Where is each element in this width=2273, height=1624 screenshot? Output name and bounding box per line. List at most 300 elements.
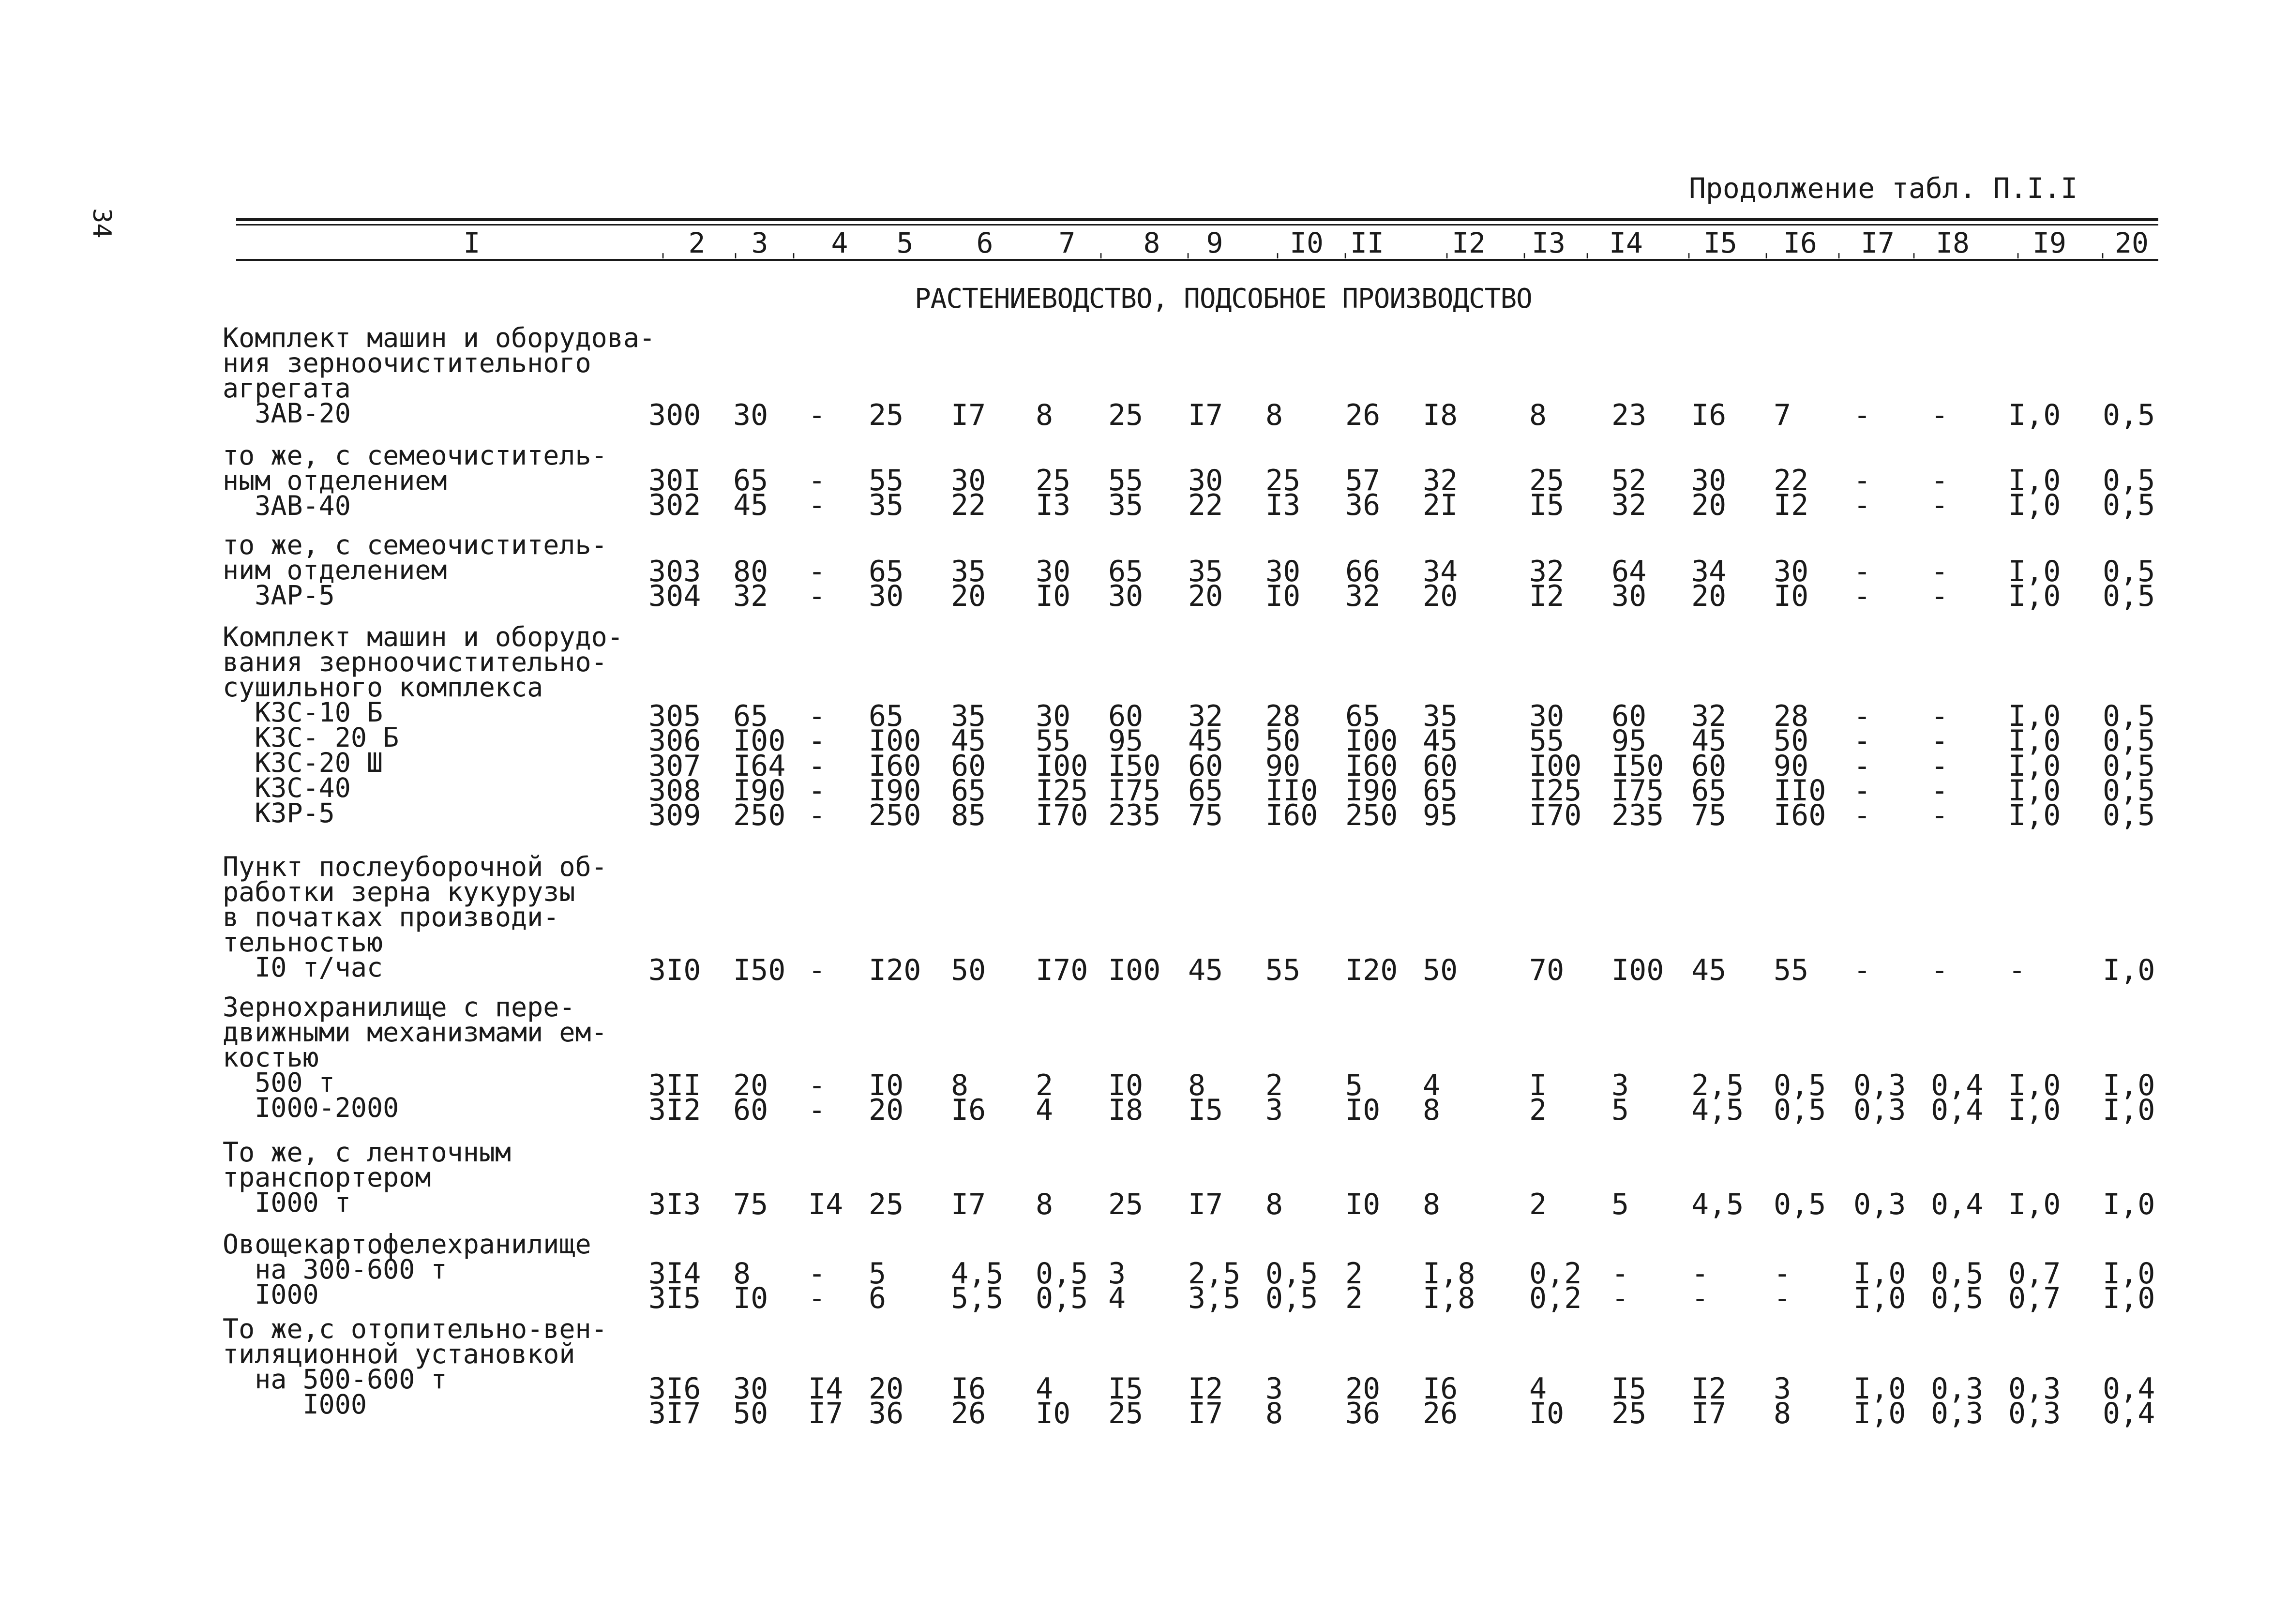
table-cell: - — [808, 798, 826, 832]
table-cell: I7 — [1188, 398, 1223, 432]
table-cell: 0,5 — [1265, 1281, 1318, 1315]
table-cell: 65 — [869, 555, 904, 588]
table-cell: I0 — [1265, 579, 1301, 613]
table-cell: 64 — [1611, 555, 1647, 588]
table-cell: I,0 — [2008, 699, 2061, 733]
table-cell: I70 — [1036, 798, 1088, 832]
table-cell: 28 — [1265, 699, 1301, 733]
table-cell: 6 — [869, 1281, 887, 1315]
table-cell: I75 — [1108, 774, 1161, 808]
row-group-label: Комплект машин и оборудо- вания зерноочистительно- сушильного комплекса КЗС-10 Б КЗС- 20 Б КЗС-20 Ш КЗС-40 КЗР-5 — [223, 621, 623, 828]
table-cell: 0,5 — [2103, 724, 2155, 758]
table-cell: 36 — [869, 1397, 904, 1430]
table-cell: 0,3 — [1931, 1372, 1984, 1406]
table-cell: 0,3 — [1853, 1188, 1906, 1221]
table-cell: 0,5 — [1931, 1281, 1984, 1315]
table-cell: 22 — [1774, 464, 1809, 497]
table-cell: II0 — [1265, 774, 1318, 808]
row-group-label: то же, с семеочиститель- ным отделением ЗАВ-40 — [223, 440, 607, 521]
table-cell: 2 — [1345, 1257, 1363, 1291]
table-cell: 30 — [1529, 699, 1565, 733]
table-cell: I,0 — [2103, 1188, 2155, 1221]
table-cell: 80 — [733, 555, 768, 588]
table-cell: I3 — [1265, 488, 1301, 522]
section-title: РАСТЕНИЕВОДСТВО, ПОДСОБНОЕ ПРОИЗВОДСТВО — [915, 283, 1532, 315]
table-cell: 50 — [1265, 724, 1301, 758]
table-cell: - — [2008, 953, 2026, 987]
table-cell: I,8 — [1423, 1257, 1475, 1291]
table-cell: I0 — [1345, 1188, 1381, 1221]
table-cell: - — [1853, 398, 1871, 432]
table-cell: 4 — [1036, 1093, 1054, 1127]
column-header-13: I3 — [1532, 226, 1566, 259]
table-cell: 8 — [733, 1257, 751, 1291]
table-cell: 2,5 — [1691, 1068, 1744, 1102]
table-cell: I75 — [1611, 774, 1664, 808]
table-cell: 3II — [648, 1068, 701, 1102]
table-cell: 32 — [1691, 699, 1727, 733]
table-cell: I,0 — [2008, 774, 2061, 808]
table-cell: I6 — [1423, 1372, 1458, 1406]
column-header-1: I — [463, 226, 481, 259]
page-number: 34 — [87, 208, 116, 239]
table-cell: 0,4 — [1931, 1068, 1984, 1102]
table-cell: 0,7 — [2008, 1257, 2061, 1291]
table-cell: 306 — [648, 724, 701, 758]
column-header-17: I7 — [1861, 226, 1895, 259]
table-cell: I,0 — [2008, 724, 2061, 758]
table-cell: 0,5 — [1774, 1188, 1826, 1221]
table-cell: 5 — [1611, 1188, 1629, 1221]
table-row — [0, 798, 2273, 832]
table-cell: I2 — [1529, 579, 1565, 613]
table-cell: 3I5 — [648, 1281, 701, 1315]
column-separator: ˌ — [729, 238, 742, 260]
table-cell: I3 — [1036, 488, 1071, 522]
table-cell: 250 — [869, 798, 921, 832]
table-cell: 3 — [1265, 1093, 1283, 1127]
table-cell: I25 — [1529, 774, 1582, 808]
table-cell: 23 — [1611, 398, 1647, 432]
table-cell: I90 — [733, 774, 786, 808]
column-header-6: 6 — [976, 226, 993, 259]
table-cell: - — [808, 488, 826, 522]
table-cell: 2I — [1423, 488, 1458, 522]
table-cell: 45 — [951, 724, 986, 758]
table-row — [0, 579, 2273, 613]
table-cell: 8 — [1036, 398, 1054, 432]
table-cell: I00 — [1108, 953, 1161, 987]
column-separator: ˌ — [1518, 238, 1531, 260]
table-cell: 32 — [733, 579, 768, 613]
column-separator: ˌ — [1833, 238, 1845, 260]
table-cell: I,0 — [2008, 398, 2061, 432]
table-cell: I7 — [808, 1397, 843, 1430]
table-cell: I2 — [1774, 488, 1809, 522]
table-cell: 95 — [1108, 724, 1144, 758]
table-cell: 30 — [1691, 464, 1727, 497]
table-cell: 65 — [1345, 699, 1381, 733]
table-cell: 305 — [648, 699, 701, 733]
table-cell: I0 — [1108, 1068, 1144, 1102]
table-cell: 45 — [1423, 724, 1458, 758]
table-row — [0, 488, 2273, 522]
table-cell: 0,4 — [1931, 1093, 1984, 1127]
column-header-18: I8 — [1936, 226, 1970, 259]
table-cell: 0,4 — [1931, 1188, 1984, 1221]
table-cell: I0 — [1345, 1093, 1381, 1127]
table-cell: I6 — [951, 1372, 986, 1406]
table-row — [0, 1188, 2273, 1221]
table-cell: 20 — [869, 1372, 904, 1406]
table-cell: - — [1853, 579, 1871, 613]
table-cell: I6 — [1691, 398, 1727, 432]
table-cell: 5 — [1345, 1068, 1363, 1102]
table-cell: 35 — [951, 699, 986, 733]
table-cell: 7 — [1774, 398, 1791, 432]
table-cell: 308 — [648, 774, 701, 808]
table-cell: - — [808, 1257, 826, 1291]
table-cell: 57 — [1345, 464, 1381, 497]
column-separator: ˌ — [2096, 238, 2109, 260]
table-cell: 50 — [951, 953, 986, 987]
table-cell: - — [808, 555, 826, 588]
table-cell: 28 — [1774, 699, 1809, 733]
column-separator: ˌ — [657, 238, 669, 260]
table-cell: 0,3 — [1853, 1068, 1906, 1102]
table-cell: 65 — [1423, 774, 1458, 808]
column-header-19: I9 — [2032, 226, 2066, 259]
table-cell: 45 — [1691, 953, 1727, 987]
table-cell: 50 — [733, 1397, 768, 1430]
table-cell: 20 — [1691, 579, 1727, 613]
table-cell: 250 — [1345, 798, 1398, 832]
table-cell: 26 — [1345, 398, 1381, 432]
table-cell: 0,5 — [1265, 1257, 1318, 1291]
table-cell: 4 — [1036, 1372, 1054, 1406]
column-header-10: I0 — [1290, 226, 1324, 259]
table-cell: 2,5 — [1188, 1257, 1241, 1291]
table-cell: 60 — [733, 1093, 768, 1127]
table-cell: I00 — [733, 724, 786, 758]
table-cell: - — [1931, 798, 1949, 832]
table-cell: 25 — [1611, 1397, 1647, 1430]
table-cell: - — [1931, 579, 1949, 613]
table-cell: 55 — [1529, 724, 1565, 758]
table-cell: 30 — [1265, 555, 1301, 588]
table-cell: I00 — [1345, 724, 1398, 758]
table-cell: II0 — [1774, 774, 1826, 808]
table-cell: 25 — [1108, 1397, 1144, 1430]
table-cell: 20 — [1188, 579, 1223, 613]
column-separator: ˌ — [1683, 238, 1695, 260]
table-cell: 20 — [1345, 1372, 1381, 1406]
table-cell: - — [1691, 1257, 1709, 1291]
table-row — [0, 1281, 2273, 1315]
table-cell: 30 — [869, 579, 904, 613]
table-row — [0, 1397, 2273, 1430]
table-cell: 60 — [951, 749, 986, 783]
table-cell: 8 — [1423, 1188, 1441, 1221]
table-cell: - — [808, 579, 826, 613]
table-cell: 45 — [1691, 724, 1727, 758]
table-cell: 235 — [1611, 798, 1664, 832]
table-cell: I,0 — [1853, 1397, 1906, 1430]
table-cell: 25 — [1036, 464, 1071, 497]
table-cell: 70 — [1529, 953, 1565, 987]
table-cell: - — [1853, 464, 1871, 497]
table-cell: 0,5 — [2103, 555, 2155, 588]
table-cell: I64 — [733, 749, 786, 783]
column-header-11: II — [1350, 226, 1384, 259]
table-cell: 250 — [733, 798, 786, 832]
table-cell: 25 — [869, 398, 904, 432]
table-cell: I,0 — [2103, 1093, 2155, 1127]
table-row — [0, 1093, 2273, 1127]
table-cell: 3 — [1265, 1372, 1283, 1406]
table-cell: I,0 — [2008, 464, 2061, 497]
table-cell: - — [1611, 1281, 1629, 1315]
table-cell: 2 — [1265, 1068, 1283, 1102]
table-cell: - — [1774, 1257, 1791, 1291]
table-cell: I,0 — [2103, 1281, 2155, 1315]
table-cell: 35 — [1188, 555, 1223, 588]
table-cell: 35 — [1108, 488, 1144, 522]
table-cell: 75 — [1691, 798, 1727, 832]
table-cell: 60 — [1423, 749, 1458, 783]
column-separator: ˌ — [1095, 238, 1107, 260]
table-cell: 3,5 — [1188, 1281, 1241, 1315]
table-cell: 0,5 — [2103, 798, 2155, 832]
table-cell: I60 — [1774, 798, 1826, 832]
table-cell: 0,3 — [1853, 1093, 1906, 1127]
table-cell: - — [1853, 488, 1871, 522]
column-separator: ˌ — [1339, 238, 1352, 260]
table-cell: I,8 — [1423, 1281, 1475, 1315]
table-cell: 0,5 — [2103, 398, 2155, 432]
table-cell: I,0 — [2103, 953, 2155, 987]
table-cell: 45 — [1188, 724, 1223, 758]
table-cell: 65 — [951, 774, 986, 808]
table-cell: - — [808, 464, 826, 497]
column-separator: ˌ — [787, 238, 800, 260]
table-cell: 30 — [1611, 579, 1647, 613]
table-cell: 3 — [1774, 1372, 1791, 1406]
table-cell: 3I6 — [648, 1372, 701, 1406]
table-cell: 20 — [951, 579, 986, 613]
table-cell: 0,3 — [1931, 1397, 1984, 1430]
table-cell: I70 — [1529, 798, 1582, 832]
header-top-rule-thin — [236, 224, 2158, 226]
table-cell: - — [1774, 1281, 1791, 1315]
column-header-14: I4 — [1609, 226, 1643, 259]
row-group-label: то же, с семеочиститель- ним отделением ЗАР-5 — [223, 529, 607, 611]
table-cell: 34 — [1423, 555, 1458, 588]
table-cell: 25 — [1529, 464, 1565, 497]
table-cell: 55 — [1036, 724, 1071, 758]
table-cell: - — [808, 699, 826, 733]
table-cell: 3I3 — [648, 1188, 701, 1221]
table-cell: 0,5 — [1931, 1257, 1984, 1291]
column-separator: ˌ — [1908, 238, 1920, 260]
table-cell: 0,5 — [2103, 699, 2155, 733]
table-cell: - — [1853, 724, 1871, 758]
table-cell: - — [1853, 774, 1871, 808]
column-separator: ˌ — [1760, 238, 1773, 260]
table-cell: - — [1931, 699, 1949, 733]
table-cell: 55 — [1265, 953, 1301, 987]
table-cell: I00 — [1529, 749, 1582, 783]
table-cell: 50 — [1774, 724, 1809, 758]
table-cell: 0,3 — [2008, 1397, 2061, 1430]
table-cell: 30 — [733, 1372, 768, 1406]
table-cell: I5 — [1611, 1372, 1647, 1406]
table-cell: - — [808, 1093, 826, 1127]
table-cell: I7 — [951, 398, 986, 432]
table-cell: I00 — [1036, 749, 1088, 783]
row-group-label: Овощекартофелехранилище на 300-600 т I000 — [223, 1229, 591, 1310]
column-header-3: 3 — [751, 226, 768, 259]
column-header-4: 4 — [831, 226, 848, 259]
table-cell: 0,4 — [2103, 1397, 2155, 1430]
table-cell: I,0 — [2008, 798, 2061, 832]
table-cell: 0,2 — [1529, 1257, 1582, 1291]
table-cell: 309 — [648, 798, 701, 832]
table-cell: 95 — [1611, 724, 1647, 758]
table-cell: 8 — [1265, 1397, 1283, 1430]
table-cell: I00 — [869, 724, 921, 758]
table-cell: 95 — [1423, 798, 1458, 832]
table-cell: 75 — [1188, 798, 1223, 832]
table-cell: 4 — [1108, 1281, 1126, 1315]
table-cell: I4 — [808, 1372, 843, 1406]
header-top-rule — [236, 218, 2158, 221]
table-cell: 8 — [1529, 398, 1547, 432]
table-cell: I,0 — [2103, 1257, 2155, 1291]
table-cell: 4 — [1529, 1372, 1547, 1406]
table-cell: - — [1931, 488, 1949, 522]
table-cell: - — [808, 774, 826, 808]
column-header-16: I6 — [1783, 226, 1817, 259]
column-header-9: 9 — [1206, 226, 1223, 259]
row-group-label: То же, с ленточным транспортером I000 т — [223, 1137, 512, 1218]
table-cell: I60 — [1345, 749, 1398, 783]
table-cell: I,0 — [2103, 1068, 2155, 1102]
table-cell: 0,5 — [2103, 488, 2155, 522]
table-cell: 25 — [869, 1188, 904, 1221]
table-cell: 20 — [1691, 488, 1727, 522]
table-cell: 300 — [648, 398, 701, 432]
table-cell: I,0 — [1853, 1281, 1906, 1315]
table-cell: 90 — [1774, 749, 1809, 783]
table-cell: 65 — [1188, 774, 1223, 808]
column-separator: ˌ — [1271, 238, 1284, 260]
table-cell: I,0 — [1853, 1372, 1906, 1406]
table-cell: I7 — [1188, 1188, 1223, 1221]
table-cell: - — [808, 953, 826, 987]
table-cell: 8 — [1036, 1188, 1054, 1221]
table-cell: 55 — [1774, 953, 1809, 987]
table-cell: I0 — [1036, 1397, 1071, 1430]
table-cell: - — [808, 724, 826, 758]
table-cell: 32 — [1611, 488, 1647, 522]
table-cell: 30 — [1108, 579, 1144, 613]
table-cell: I0 — [1036, 579, 1071, 613]
table-cell: 20 — [733, 1068, 768, 1102]
table-cell: - — [1931, 774, 1949, 808]
table-cell: 8 — [1265, 1188, 1283, 1221]
table-cell: 30 — [733, 398, 768, 432]
table-cell: - — [1931, 464, 1949, 497]
table-cell: 65 — [869, 699, 904, 733]
table-cell: 35 — [1423, 699, 1458, 733]
table-cell: I2 — [1691, 1372, 1727, 1406]
table-cell: - — [1931, 724, 1949, 758]
row-group-label: То же,с отопительно-вен- тиляционной установкой на 500-600 т I000 — [223, 1313, 607, 1420]
table-cell: I0 — [869, 1068, 904, 1102]
table-cell: I0 — [733, 1281, 768, 1315]
table-cell: I50 — [733, 953, 786, 987]
table-cell: 75 — [733, 1188, 768, 1221]
table-cell: 303 — [648, 555, 701, 588]
table-cell: - — [1853, 749, 1871, 783]
table-cell: 35 — [869, 488, 904, 522]
table-cell: I0 — [1529, 1397, 1565, 1430]
table-cell: 65 — [733, 699, 768, 733]
table-cell: I0 — [1774, 579, 1809, 613]
column-separator: ˌ — [1581, 238, 1594, 260]
table-cell: 45 — [1188, 953, 1223, 987]
table-cell: 4 — [1423, 1068, 1441, 1102]
table-cell: 8 — [1774, 1397, 1791, 1430]
table-cell: I,0 — [2008, 1068, 2061, 1102]
table-cell: 45 — [733, 488, 768, 522]
column-header-7: 7 — [1058, 226, 1076, 259]
table-cell: 60 — [1188, 749, 1223, 783]
table-cell: I5 — [1529, 488, 1565, 522]
table-cell: 32 — [1423, 464, 1458, 497]
table-cell: I,0 — [2008, 1093, 2061, 1127]
column-header-20: 20 — [2115, 226, 2149, 259]
table-cell: 8 — [951, 1068, 969, 1102]
table-cell: 3I2 — [648, 1093, 701, 1127]
table-cell: 35 — [951, 555, 986, 588]
table-cell: - — [808, 1281, 826, 1315]
column-header-2: 2 — [688, 226, 706, 259]
table-cell: 30 — [1188, 464, 1223, 497]
table-cell: I7 — [1188, 1397, 1223, 1430]
table-cell: 30 — [951, 464, 986, 497]
table-cell: 34 — [1691, 555, 1727, 588]
table-cell: 32 — [1345, 579, 1381, 613]
table-cell: 307 — [648, 749, 701, 783]
table-cell: I90 — [869, 774, 921, 808]
table-cell: 2 — [1529, 1093, 1547, 1127]
table-cell: I8 — [1108, 1093, 1144, 1127]
table-cell: I,0 — [2008, 1188, 2061, 1221]
table-cell: 0,5 — [2103, 464, 2155, 497]
table-cell: 8 — [1188, 1068, 1206, 1102]
table-cell: 0,2 — [1529, 1281, 1582, 1315]
table-cell: - — [1853, 555, 1871, 588]
table-cell: 3 — [1108, 1257, 1126, 1291]
table-cell: 55 — [869, 464, 904, 497]
table-cell: 304 — [648, 579, 701, 613]
table-cell: I20 — [869, 953, 921, 987]
table-cell: 2 — [1529, 1188, 1547, 1221]
table-cell: 32 — [1529, 555, 1565, 588]
table-cell: 0,5 — [1774, 1068, 1826, 1102]
